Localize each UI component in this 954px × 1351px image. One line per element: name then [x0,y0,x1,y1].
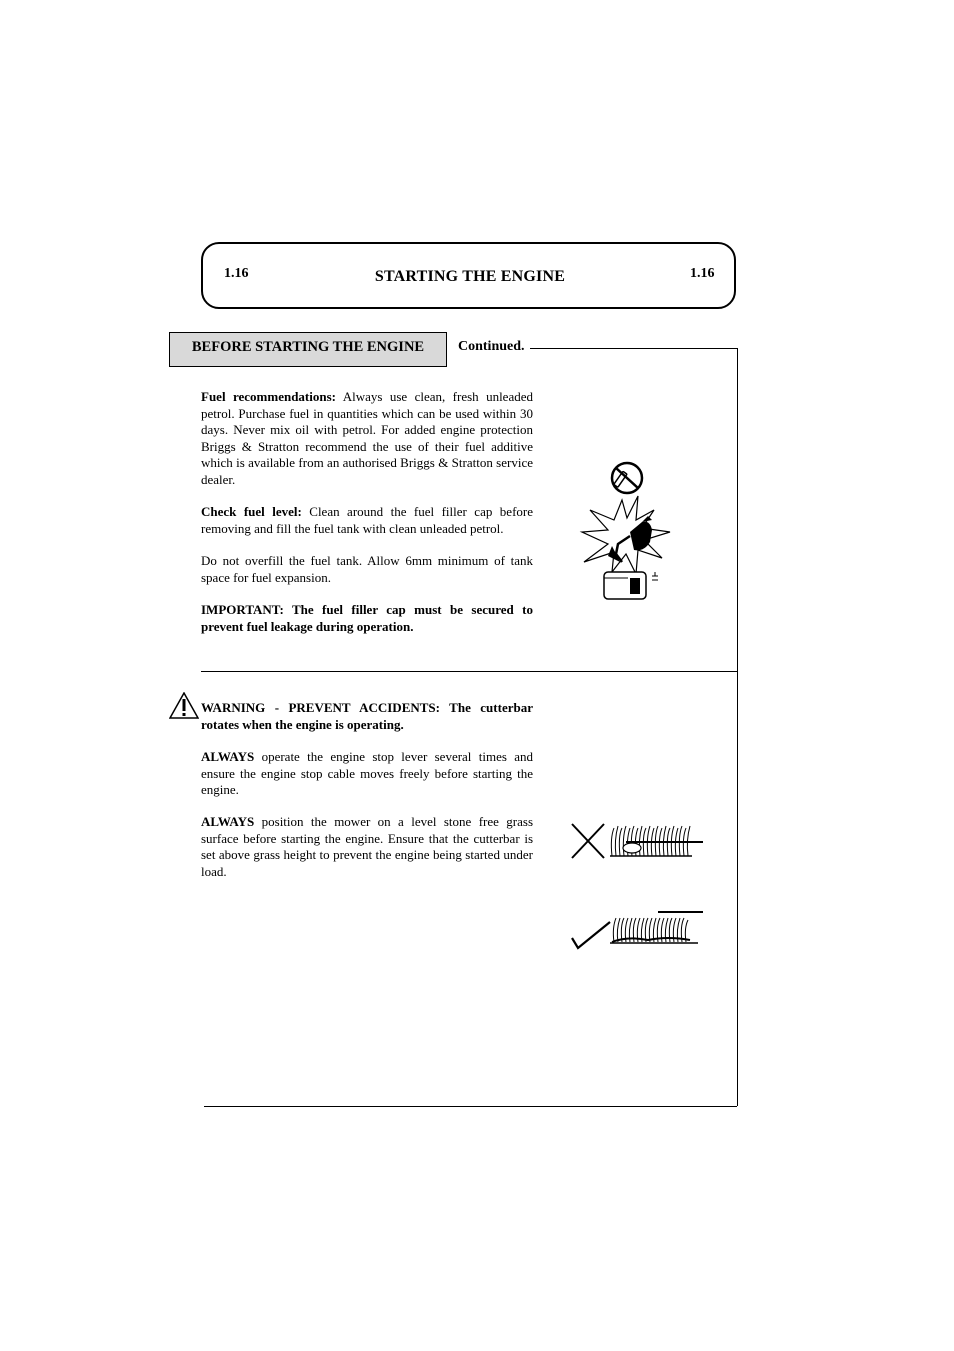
page-number-right: 1.16 [690,266,715,281]
check-fuel-level: Check fuel level: Clean around the fuel filler cap before removing and fill the fuel tank with clean unleaded petrol. [201,504,533,536]
section-tab: BEFORE STARTING THE ENGINE [169,332,447,367]
right-rule [737,348,738,1106]
top-rule [530,348,737,349]
overfill-note: Do not overfill the fuel tank. Allow 6mm minimum of tank space for fuel expansion. [201,553,533,585]
always-stop-lever: ALWAYS operate the engine stop lever several times and ensure the engine stop cable moves freely before starting the engine. [201,749,533,797]
continued-label: Continued. [458,339,525,354]
middle-rule [201,671,737,672]
page-number-left: 1.16 [224,266,249,281]
bottom-rule [204,1106,737,1107]
warning-text: WARNING - PREVENT ACCIDENTS: The cutterbar rotates when the engine is operating. [201,700,533,732]
warning-triangle-icon [169,692,199,719]
cross-mark-icon [568,818,708,862]
fuel-recommendations: Fuel recommendations: Always use clean, fresh unleaded petrol. Purchase fuel in quantities which can be used within 30 days. Never mix oil with petrol. For added engine protection Briggs & Stratton recommend the use of their fuel additive which is available from an authorised Briggs & Stratton service dealer. [201,389,533,487]
no-smoking-fuel-icon [578,458,678,606]
page-title: STARTING THE ENGINE [374,268,566,285]
check-mark-icon [568,908,708,952]
always-level-surface: ALWAYS position the mower on a level stone free grass surface before starting the engine. Ensure that the cutterbar is set above grass height to prevent the engine being started under load. [201,814,533,879]
important-note: IMPORTANT: The fuel filler cap must be secured to prevent fuel leakage during operation. [201,602,533,634]
